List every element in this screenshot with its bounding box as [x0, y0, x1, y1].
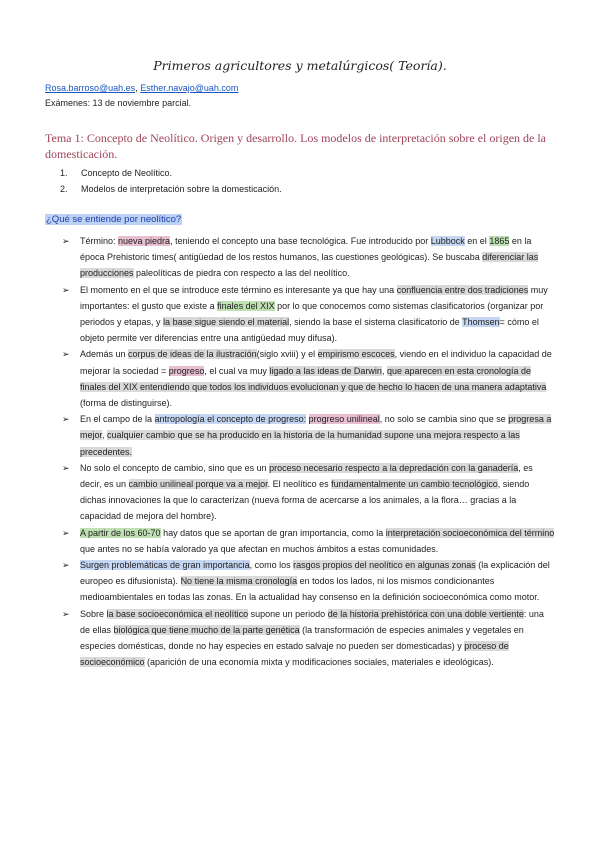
document-title: Primeros agricultores y metalúrgicos( Teoría). [153, 58, 447, 73]
outline-item: 2. Modelos de interpretación sobre la domesticación. [60, 184, 282, 194]
bullet-item: ➢ A partir de los 60-70 hay datos que se aportan de gran importancia, como la interpretación socioeconómica del término que antes no se había valorado ya que afectan en muchos ámbitos a estas comunidades. [62, 525, 555, 557]
outline-list [60, 165, 282, 197]
arrow-bullet-icon: ➢ [62, 608, 70, 619]
bullet-list [62, 233, 555, 670]
bullet-item: ➢ Sobre la base socioeconómica el neolítico supone un periodo de la historia prehistórica con una doble vertiente: una de ellas biológica que tiene mucho de la parte genética (la transformación de especies animales y vegetales en especies domésticas, donde no hay especies en estado salvaje no pueden ser domesticadas) y proceso de socioeconómico (aparición de una economía mixta y modificaciones sociales, materiales e ideológicas). [62, 606, 555, 671]
exams-note: Exámenes: 13 de noviembre parcial. [45, 98, 192, 108]
arrow-bullet-icon: ➢ [62, 560, 70, 571]
arrow-bullet-icon: ➢ [62, 462, 70, 473]
arrow-bullet-icon: ➢ [62, 527, 70, 538]
arrow-bullet-icon: ➢ [62, 236, 70, 246]
bullet-item: ➢ No solo el concepto de cambio, sino que es un proceso necesario respecto a la depredación con la ganadería, es decir, es un cambio unilineal porque va a mejor. El neolítico es fundamentalmente un cambio tecnológico, siendo dichas innovaciones la que lo caracterizan (nueva forma de acercarse a los animales, a la flora… gracias a la capacidad de mejora del hombre). [62, 460, 555, 525]
arrow-bullet-icon: ➢ [62, 349, 70, 360]
email-line: Rosa.barroso@uah.es, Esther.navajo@uah.com [45, 83, 239, 93]
email-link-esther[interactable]: Esther.navajo@uah.com [140, 83, 239, 93]
bullet-item: ➢ Término: nueva piedra, teniendo el concepto una base tecnológica. Fue introducido por Lubbock en el 1865 en la época Prehistoric times( antigüedad de los restos humanos, las cuestiones geológicas). Se buscaba diferenciar las producciones paleolíticas de piedra con respecto a las del neolítico. [62, 233, 555, 282]
email-link-rosa[interactable]: Rosa.barroso@uah.es [45, 83, 136, 93]
section-heading: Tema 1: Concepto de Neolítico. Origen y desarrollo. Los modelos de interpretación sobre el origen de la domesticación. [45, 131, 547, 161]
bullet-item: ➢ Además un corpus de ideas de la ilustración(siglo xviii) y el empirismo escoces, viendo en el individuo la capacidad de mejorar la sociedad = progreso, el cual va muy ligado a las ideas de Darwin, que aparecen en esta cronología de finales del XIX entendiendo que todos los individuos evolucionan y que de hecho lo hacen de una manera adaptativa (forma de distinguirse). [62, 346, 555, 411]
bullet-item: ➢ En el campo de la antropología el concepto de progreso: progreso unilineal, no solo se cambia sino que se progresa a mejor, cualquier cambio que se ha producido en la historia de la humanidad supone una mejora respecto a las precedentes. [62, 411, 555, 460]
question-heading: ¿Qué se entiende por neolítico? [46, 214, 182, 225]
bullet-item: ➢ El momento en el que se introduce este término es interesante ya que hay una confluencia entre dos tradiciones muy importantes: el gusto que existe a finales del XIX por lo que conocemos como sistemas clasificatorios (organizar por periodos y etapas, y la base sigue siendo el material, siendo la base el sistema clasificatorio de Thomsen= cómo el objeto permite ver diferencias entre una antigüedad muy difusa). [62, 282, 555, 347]
outline-item: 1. Concepto de Neolítico. [60, 168, 173, 178]
arrow-bullet-icon: ➢ [62, 284, 70, 295]
arrow-bullet-icon: ➢ [62, 414, 70, 425]
bullet-item: ➢ Surgen problemáticas de gran importancia, como los rasgos propios del neolítico en algunas zonas (la explicación del europeo es difusionista). No tiene la misma cronología en todos los lados, ni los mismos condicionantes medioambientales en todas las zonas. En la actualidad hay consenso en la definición socioeconómica como motor. [62, 557, 555, 606]
